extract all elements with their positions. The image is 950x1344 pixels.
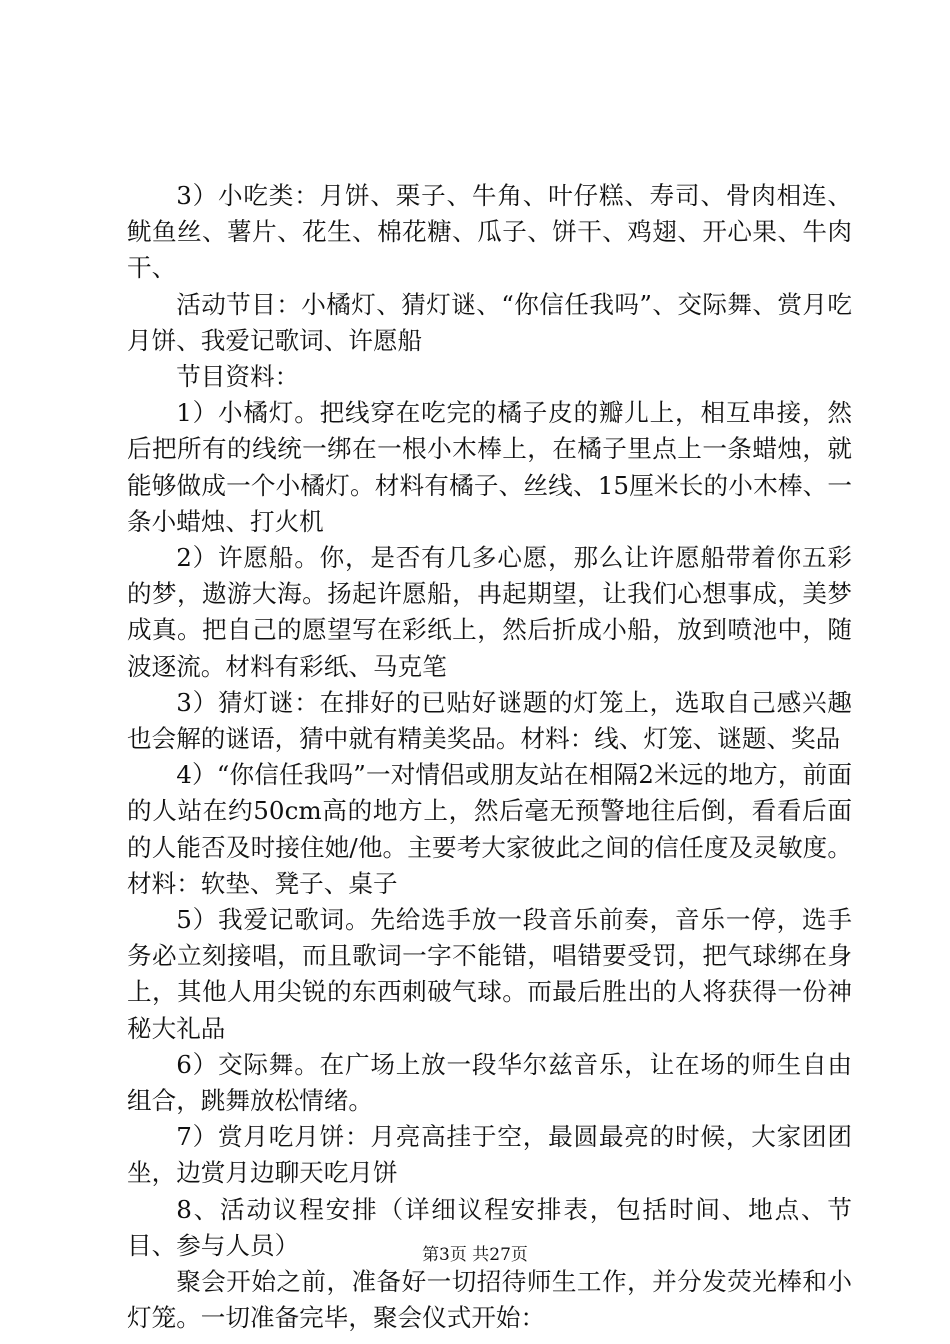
paragraph-orange-lantern: 1）小橘灯。把线穿在吃完的橘子皮的瓣儿上，相互串接，然后把所有的线统一绑在一根小木棒上，在橘子里点上一条蜡烛，就能够做成一个小橘灯。材料有橘子、丝线、15厘米长的小木棒、一条小蜡烛、打火机 <box>127 398 852 536</box>
document-body <box>127 178 852 1337</box>
paragraph-snacks: 3）小吃类：月饼、栗子、牛角、叶仔糕、寿司、骨肉相连、鱿鱼丝、薯片、花生、棉花糖、瓜子、饼干、鸡翅、开心果、牛肉干、 <box>127 181 852 283</box>
page-number-footer: 第3页 共27页 <box>422 1245 528 1265</box>
paragraph-opening: 聚会开始之前，准备好一切招待师生工作，并分发荧光棒和小灯笼。一切准备完毕，聚会仪式开始： <box>127 1267 852 1333</box>
paragraph-activities: 活动节目：小橘灯、猜灯谜、“你信任我吗”、交际舞、赏月吃月饼、我爱记歌词、许愿船 <box>127 289 852 355</box>
paragraph-lantern-riddles: 3）猜灯谜：在排好的已贴好谜题的灯笼上，选取自己感兴趣也会解的谜语，猜中就有精美奖品。材料：线、灯笼、谜题、奖品 <box>127 687 852 754</box>
paragraph-trust-game: 4）“你信任我吗”一对情侣或朋友站在相隔2米远的地方，前面的人站在约50cm高的地方上，然后毫无预警地往后倒，看看后面的人能否及时接住她/他。主要考大家彼此之间的信任度及灵敏度。材料：软垫、凳子、桌子 <box>127 760 852 898</box>
paragraph-wish-boat: 2）许愿船。你，是否有几多心愿，那么让许愿船带着你五彩的梦，遨游大海。扬起许愿船，冉起期望，让我们心想事成，美梦成真。把自己的愿望写在彩纸上，然后折成小船，放到喷池中，随波逐流。材料有彩纸、马克笔 <box>127 543 852 681</box>
paragraph-ballroom-dance: 6）交际舞。在广场上放一段华尔兹音乐，让在场的师生自由组合，跳舞放松情绪。 <box>127 1049 852 1116</box>
paragraph-lyrics-game: 5）我爱记歌词。先给选手放一段音乐前奏，音乐一停，选手务必立刻接唱，而且歌词一字不能错，唱错要受罚，把气球绑在身上，其他人用尖锐的东西刺破气球。而最后胜出的人将获得一份神秘大礼品 <box>127 905 852 1043</box>
paragraph-program-heading: 节目资料： <box>176 362 300 392</box>
paragraph-mooncake: 7）赏月吃月饼：月亮高挂于空，最圆最亮的时候，大家团团坐，边赏月边聊天吃月饼 <box>127 1122 852 1188</box>
paragraph-agenda: 8、活动议程安排（详细议程安排表，包括时间、地点、节目、参与人员） <box>127 1194 852 1260</box>
